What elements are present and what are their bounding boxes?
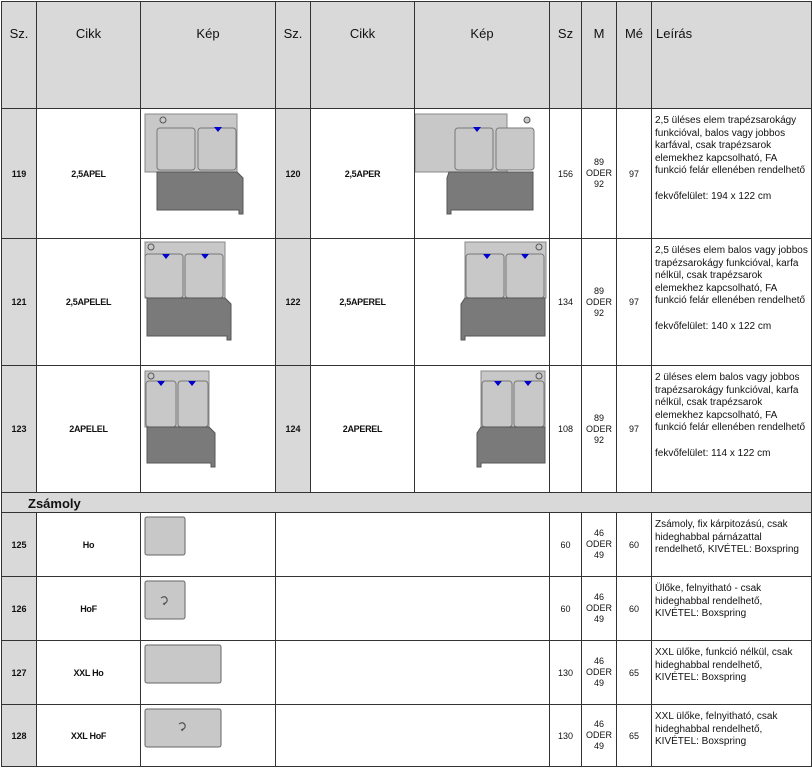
- item-number: 121: [2, 239, 37, 366]
- empty-cell: [276, 513, 550, 577]
- item-code: XXL HoF: [37, 705, 141, 767]
- ottoman-storage-icon: [141, 578, 276, 640]
- product-table: [1, 1, 812, 767]
- table-row: [2, 239, 812, 366]
- item-code: Ho: [37, 513, 141, 577]
- item-image: [141, 513, 276, 577]
- item-number: 125: [2, 513, 37, 577]
- header-cikk-2: Cikk: [311, 2, 415, 109]
- item-image: [141, 705, 276, 767]
- item-number: 124: [276, 366, 311, 493]
- header-depth: Mé: [617, 2, 652, 109]
- item-number: 123: [2, 366, 37, 493]
- height-value: 46 ODER 49: [582, 641, 617, 705]
- empty-cell: [276, 641, 550, 705]
- header-sz-1: Sz.: [2, 2, 37, 109]
- description: 2,5 üléses elem trapézsarokágy funkcióval, balos vagy jobbos karfával, csak trapézsarok elemekhez kapcsolható, FA funkció felár ellenében rendelhető fekvőfelület: 194 x 122 cm: [652, 109, 812, 239]
- header-height: M: [582, 2, 617, 109]
- xxl-ottoman-icon: [141, 642, 276, 704]
- depth-value: 60: [617, 577, 652, 641]
- description: XXL ülőke, felnyitható, csak hideghabbal rendelhető, KIVÉTEL: Boxspring: [652, 705, 812, 767]
- item-number: 122: [276, 239, 311, 366]
- description: Ülőke, felnyitható - csak hideghabbal rendelhető, KIVÉTEL: Boxspring: [652, 577, 812, 641]
- height-value: 46 ODER 49: [582, 513, 617, 577]
- height-value: 46 ODER 49: [582, 577, 617, 641]
- item-image: [141, 366, 276, 493]
- width-value: 156: [550, 109, 582, 239]
- depth-value: 97: [617, 109, 652, 239]
- item-image: [141, 577, 276, 641]
- empty-cell: [276, 577, 550, 641]
- item-image: [141, 239, 276, 366]
- item-number: 120: [276, 109, 311, 239]
- item-number: 119: [2, 109, 37, 239]
- header-cikk-1: Cikk: [37, 2, 141, 109]
- description: XXL ülőke, funkció nélkül, csak hideghabbal rendelhető, KIVÉTEL: Boxspring: [652, 641, 812, 705]
- sofa-bed-two-seat-left-icon: [141, 367, 276, 492]
- item-code: 2,5APELEL: [37, 239, 141, 366]
- description: 2,5 üléses elem balos vagy jobbos trapézsarokágy funkcióval, karfa nélkül, csak trapézsarok elemekhez kapcsolható, FA funkció felár ellenében rendelhető fekvőfelület: 140 x 122 cm: [652, 239, 812, 366]
- section-row: [2, 493, 812, 513]
- depth-value: 65: [617, 641, 652, 705]
- item-number: 127: [2, 641, 37, 705]
- height-value: 46 ODER 49: [582, 705, 617, 767]
- item-image: [415, 366, 550, 493]
- sofa-bed-right-armrest-icon: [415, 110, 550, 238]
- item-number: 128: [2, 705, 37, 767]
- height-value: 89 ODER 92: [582, 109, 617, 239]
- section-title: Zsámoly: [2, 493, 812, 513]
- table-row: [2, 366, 812, 493]
- ottoman-icon: [141, 514, 276, 576]
- item-image: [141, 641, 276, 705]
- item-code: 2APELEL: [37, 366, 141, 493]
- description: 2 üléses elem balos vagy jobbos trapézsarokágy funkcióval, karfa nélkül, csak trapézsarok elemekhez kapcsolható, FA funkció felár ellenében rendelhető fekvőfelület: 114 x 122 cm: [652, 366, 812, 493]
- item-number: 126: [2, 577, 37, 641]
- item-code: 2APEREL: [311, 366, 415, 493]
- item-code: XXL Ho: [37, 641, 141, 705]
- width-value: 60: [550, 577, 582, 641]
- sofa-bed-no-armrest-left-icon: [141, 240, 276, 365]
- item-image: [415, 109, 550, 239]
- depth-value: 97: [617, 239, 652, 366]
- header-kep-1: Kép: [141, 2, 276, 109]
- header-row: [2, 2, 812, 109]
- item-image: [415, 239, 550, 366]
- table-row: [2, 513, 812, 577]
- sofa-bed-two-seat-right-icon: [415, 367, 550, 492]
- sofa-bed-no-armrest-right-icon: [415, 240, 550, 365]
- depth-value: 97: [617, 366, 652, 493]
- sofa-bed-left-armrest-icon: [141, 110, 276, 238]
- width-value: 134: [550, 239, 582, 366]
- depth-value: 60: [617, 513, 652, 577]
- width-value: 130: [550, 705, 582, 767]
- header-kep-2: Kép: [415, 2, 550, 109]
- header-description: Leírás: [652, 2, 812, 109]
- table-row: [2, 577, 812, 641]
- depth-value: 65: [617, 705, 652, 767]
- table-row: [2, 109, 812, 239]
- item-code: 2,5APER: [311, 109, 415, 239]
- item-code: HoF: [37, 577, 141, 641]
- xxl-ottoman-storage-icon: [141, 706, 276, 766]
- table-row: [2, 641, 812, 705]
- item-code: 2,5APEREL: [311, 239, 415, 366]
- description: Zsámoly, fix kárpitozású, csak hideghabbal párnázattal rendelhető, KIVÉTEL: Boxspring: [652, 513, 812, 577]
- height-value: 89 ODER 92: [582, 366, 617, 493]
- width-value: 130: [550, 641, 582, 705]
- empty-cell: [276, 705, 550, 767]
- header-sz-2: Sz.: [276, 2, 311, 109]
- item-image: [141, 109, 276, 239]
- width-value: 108: [550, 366, 582, 493]
- table-row: [2, 705, 812, 767]
- header-width: Sz: [550, 2, 582, 109]
- width-value: 60: [550, 513, 582, 577]
- height-value: 89 ODER 92: [582, 239, 617, 366]
- item-code: 2,5APEL: [37, 109, 141, 239]
